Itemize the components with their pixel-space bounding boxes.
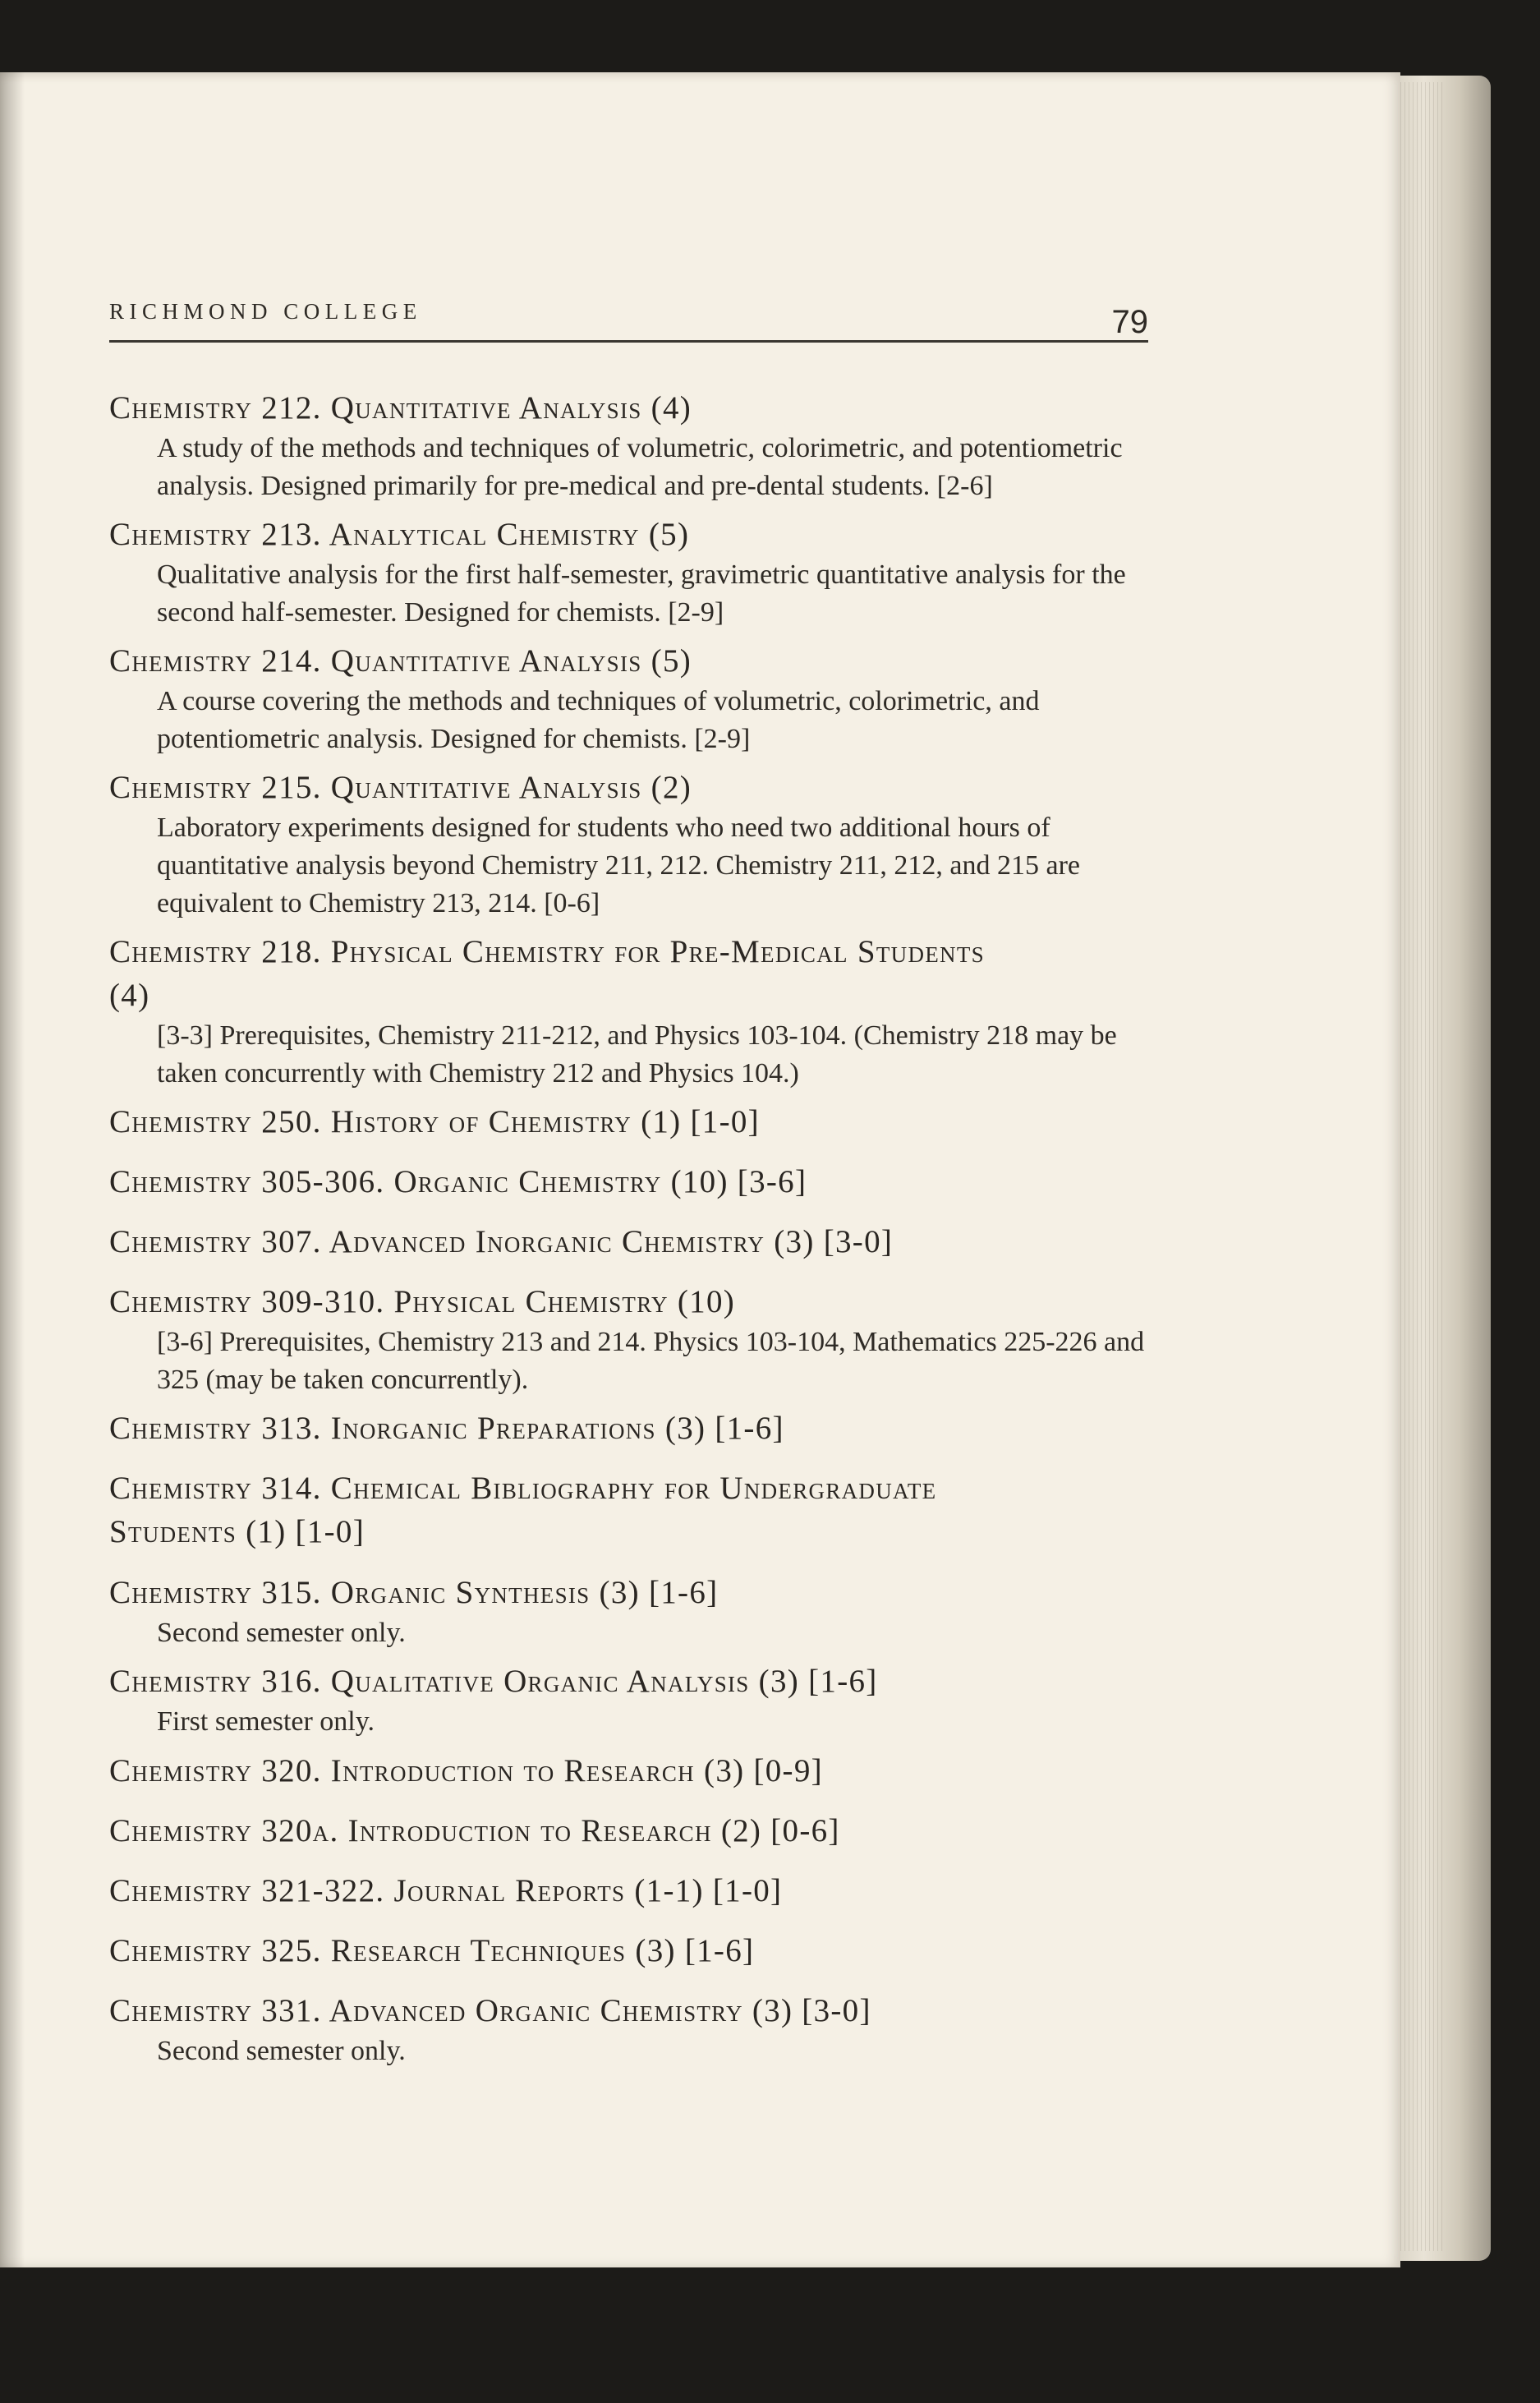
course-description: Qualitative analysis for the first half-semester, gravimetric quantitative analysis for the second half-semester. Designed for chemists. [2-9]: [157, 559, 1126, 628]
course-title: Chemistry 315. Organic Synthesis (3) [1-6]: [109, 1574, 719, 1610]
course-entry: [109, 1809, 1156, 1853]
course-description: Second semester only.: [157, 1617, 406, 1648]
course-title: Chemistry 316. Qualitative Organic Analysis (3) [1-6]: [109, 1664, 878, 1700]
course-title: Chemistry 212. Quantitative Analysis (4): [109, 390, 692, 426]
course-entry: [109, 1280, 1156, 1398]
course-entry: [109, 1660, 1156, 1741]
course-title: Chemistry 320. Introduction to Research (3) [0-9]: [109, 1752, 823, 1788]
course-description: A course covering the methods and techniques of volumetric, colorimetric, and potentiometric analysis. Designed for chemists. [2-9]: [157, 686, 1040, 754]
course-entry: [109, 386, 1156, 504]
course-title: Chemistry 309-310. Physical Chemistry (10): [109, 1284, 736, 1320]
page-header: [109, 296, 1148, 345]
course-description: [3-3] Prerequisites, Chemistry 211-212, and Physics 103-104. (Chemistry 218 may be taken concurrently with Chemistry 212 and Physics 104.): [157, 1020, 1117, 1089]
course-title: Chemistry 250. History of Chemistry (1) [1-0]: [109, 1104, 760, 1140]
course-entry: [109, 1749, 1156, 1793]
course-description: Second semester only.: [157, 2035, 406, 2066]
course-title: Chemistry 218. Physical Chemistry for Pre-Medical Students (4): [109, 934, 985, 1014]
course-title: Chemistry 314. Chemical Bibliography for Undergraduate Students (1) [1-0]: [109, 1471, 937, 1550]
course-title: Chemistry 331. Advanced Organic Chemistry (3) [3-0]: [109, 1992, 871, 2028]
course-list: [109, 386, 1156, 2069]
course-entry: [109, 766, 1156, 922]
course-entry: [109, 1100, 1156, 1144]
course-entry: [109, 1929, 1156, 1973]
course-title: Chemistry 320a. Introduction to Research (2) [0-6]: [109, 1812, 840, 1848]
course-entry: [109, 1220, 1156, 1264]
course-description: [3-6] Prerequisites, Chemistry 213 and 214. Physics 103-104, Mathematics 225-226 and 325 (may be taken concurrently).: [157, 1327, 1145, 1395]
course-description: First semester only.: [157, 1706, 375, 1738]
course-entry: [109, 1466, 1156, 1554]
course-entry: [109, 1571, 1156, 1652]
course-title: Chemistry 305-306. Organic Chemistry (10) [3-6]: [109, 1164, 807, 1200]
page-number: 79: [1111, 304, 1148, 340]
course-entry: [109, 1406, 1156, 1450]
course-title: Chemistry 213. Analytical Chemistry (5): [109, 517, 690, 553]
course-title: Chemistry 215. Quantitative Analysis (2): [109, 770, 692, 806]
course-entry: [109, 930, 1156, 1092]
course-title: Chemistry 307. Advanced Inorganic Chemistry (3) [3-0]: [109, 1224, 894, 1260]
book-page-edge-lines: [1396, 82, 1446, 2251]
running-head: RICHMOND COLLEGE: [109, 299, 422, 324]
course-title: Chemistry 313. Inorganic Preparations (3) [1-6]: [109, 1411, 784, 1447]
gutter-shadow: [0, 72, 25, 2267]
course-description: Laboratory experiments designed for students who need two additional hours of quantitative analysis beyond Chemistry 211, 212. Chemistry 211, 212, and 215 are equivalent to Chemistry 213, 214. [0-6]: [157, 813, 1081, 918]
course-title: Chemistry 325. Research Techniques (3) [1-6]: [109, 1932, 755, 1968]
course-entry: [109, 513, 1156, 631]
course-entry: [109, 1869, 1156, 1913]
course-title: Chemistry 214. Quantitative Analysis (5): [109, 643, 692, 679]
course-entry: [109, 639, 1156, 757]
header-rule: [109, 340, 1148, 343]
course-description: A study of the methods and techniques of volumetric, colorimetric, and potentiometric analysis. Designed primarily for pre-medical and pre-dental students. [2-6]: [157, 433, 1123, 501]
course-entry: [109, 1160, 1156, 1204]
course-title: Chemistry 321-322. Journal Reports (1-1) [1-0]: [109, 1872, 783, 1908]
course-entry: [109, 1989, 1156, 2070]
